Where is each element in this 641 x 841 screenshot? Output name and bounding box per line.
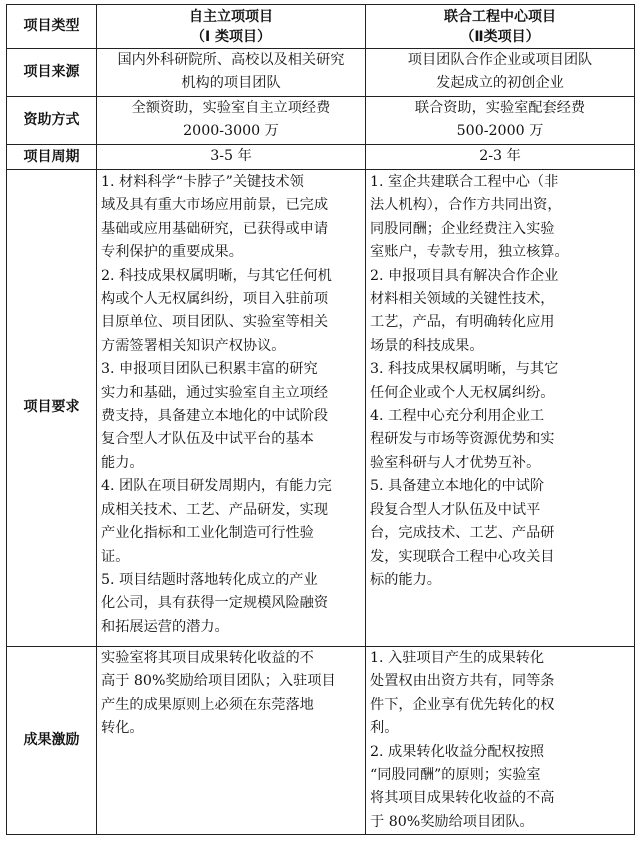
header-project-type: 项目类型 <box>7 5 97 49</box>
type-2-cell <box>366 170 635 647</box>
cell-line: 转化。 <box>101 720 144 737</box>
cell-line: 2000-3000 万 <box>183 123 279 140</box>
row-label: 项目要求 <box>7 170 97 647</box>
cell-line: 将其项目成果转化收益的不高 <box>370 790 555 807</box>
cell-line: 实力和基础，通过实验室自主立项经 <box>101 384 329 401</box>
cell-line: 材料相关领域的关键性技术， <box>370 291 555 308</box>
cell-line: 化公司，具有获得一定规模风险融资 <box>101 595 329 612</box>
type-2-cell <box>366 97 635 145</box>
cell-line: 3-5 年 <box>210 148 252 164</box>
cell-line: 1. 材料科学“卡脖子”关键技术领 <box>101 174 304 190</box>
cell-line: 1. 入驻项目产生的成果转化 <box>370 650 545 666</box>
row-project-period <box>7 145 635 170</box>
header-type-2-title: 联合工程中心项目 <box>444 8 556 25</box>
cell-line: 项目团队合作企业或项目团队 <box>407 52 593 68</box>
cell-line: 基础或应用基础研究，已获得或申请 <box>101 220 329 237</box>
row-funding-method <box>7 97 635 145</box>
cell-line: 机构的项目团队 <box>181 75 281 92</box>
cell-line: 500-2000 万 <box>456 123 544 140</box>
cell-line: 发，实现联合工程中心攻关目 <box>370 548 555 565</box>
cell-line: 域及具有重大市场应用前景，已完成 <box>101 197 329 214</box>
row-label: 成果激励 <box>7 647 97 835</box>
type-1-cell <box>97 647 366 835</box>
row-project-requirements <box>7 170 635 647</box>
cell-line: 3. 科技成果权属明晰，与其它 <box>370 361 559 378</box>
type-1-cell <box>97 170 366 647</box>
row-label: 资助方式 <box>7 97 97 145</box>
header-type-1-title: 自主立项项目 <box>189 8 273 25</box>
cell-line: 标的能力。 <box>370 571 441 588</box>
cell-line: 2. 科技成果权属明晰，与其它任何机 <box>101 267 332 284</box>
cell-line: 件下，企业享有优先转化的权 <box>370 696 555 713</box>
cell-line: 实验室将其项目成果转化收益的不 <box>101 650 314 666</box>
cell-line: 2. 申报项目具有解决合作企业 <box>370 267 559 284</box>
cell-line: 目原单位、项目团队、实验室等相关 <box>101 314 329 331</box>
cell-line: 和拓展运营的潜力。 <box>101 618 229 635</box>
cell-line: 4. 团队在项目研发周期内，有能力完 <box>101 478 332 495</box>
cell-line: 全额资助，实验室自主立项经费 <box>131 100 331 116</box>
comparison-table <box>6 4 635 835</box>
cell-line: 国内外科研院所、高校以及相关研究 <box>117 52 345 68</box>
cell-line: 2. 成果转化收益分配权按照 <box>370 743 545 760</box>
header-type-2 <box>366 5 635 49</box>
cell-line: 专利保护的重要成果。 <box>101 244 243 261</box>
cell-line: 室账户，专款专用，独立核算。 <box>370 244 569 261</box>
cell-line: 产生的成果原则上必须在东莞落地 <box>101 696 314 713</box>
cell-line: 费支持，具备建立本地化的中试阶段 <box>101 408 329 425</box>
cell-line: 复合型人才队伍及中试平台的基本 <box>101 431 314 448</box>
type-1-cell <box>97 145 366 170</box>
type-2-cell <box>366 145 635 170</box>
header-type-1 <box>97 5 366 49</box>
cell-line: 于 80%奖励给项目团队。 <box>370 813 534 830</box>
cell-line: 2-3 年 <box>479 148 521 164</box>
cell-line: 台，完成技术、工艺、产品研 <box>370 525 555 542</box>
cell-line: 3. 申报项目团队已积累丰富的研究 <box>101 361 318 378</box>
header-row <box>7 5 635 49</box>
cell-line: 任何企业或个人无权属纠纷。 <box>370 384 555 401</box>
cell-line: 程研发与市场等资源优势和实 <box>370 431 555 448</box>
cell-line: 5. 项目结题时落地转化成立的产业 <box>101 571 318 588</box>
cell-line: 验室科研与人才优势互补。 <box>370 454 541 471</box>
type-2-cell <box>366 49 635 97</box>
cell-line: “同股同酬”的原则；实验室 <box>370 767 541 784</box>
cell-line: 1. 室企共建联合工程中心（非 <box>370 174 559 190</box>
row-label: 项目来源 <box>7 49 97 97</box>
type-1-cell <box>97 49 366 97</box>
header-type-2-subtitle: （Ⅱ类项目） <box>460 28 540 45</box>
row-outcome-incentive <box>7 647 635 835</box>
cell-line: 5. 具备建立本地化的中试阶 <box>370 478 545 495</box>
row-label: 项目周期 <box>7 145 97 170</box>
cell-line: 能力。 <box>101 454 144 471</box>
cell-line: 利。 <box>370 720 399 737</box>
cell-line: 处置权由出资方共有，同等条 <box>370 673 555 690</box>
cell-line: 产业化指标和工业化制造可行性验 <box>101 525 314 542</box>
cell-line: 证。 <box>101 548 130 565</box>
header-type-1-subtitle: （Ⅰ 类项目） <box>190 28 272 45</box>
cell-line: 发起成立的初创企业 <box>436 75 564 92</box>
cell-line: 工艺，产品，有明确转化应用 <box>370 314 555 331</box>
cell-line: 4. 工程中心充分利用企业工 <box>370 408 545 425</box>
cell-line: 法人机构），合作方共同出资， <box>370 197 562 214</box>
cell-line: 场景的科技成果。 <box>370 337 484 354</box>
cell-line: 同股同酬；企业经费注入实验 <box>370 220 555 237</box>
row-project-source <box>7 49 635 97</box>
type-2-cell <box>366 647 635 835</box>
cell-line: 联合资助，实验室配套经费 <box>414 100 586 116</box>
cell-line: 段复合型人才队伍及中试平 <box>370 501 541 518</box>
type-1-cell <box>97 97 366 145</box>
cell-line: 构或个人无权属纠纷，项目入驻前项 <box>101 291 329 308</box>
cell-line: 高于 80%奖励给项目团队；入驻项目 <box>101 673 336 690</box>
cell-line: 方需签署相关知识产权协议。 <box>101 337 286 354</box>
cell-line: 成相关技术、工艺、产品研发，实现 <box>101 501 329 518</box>
